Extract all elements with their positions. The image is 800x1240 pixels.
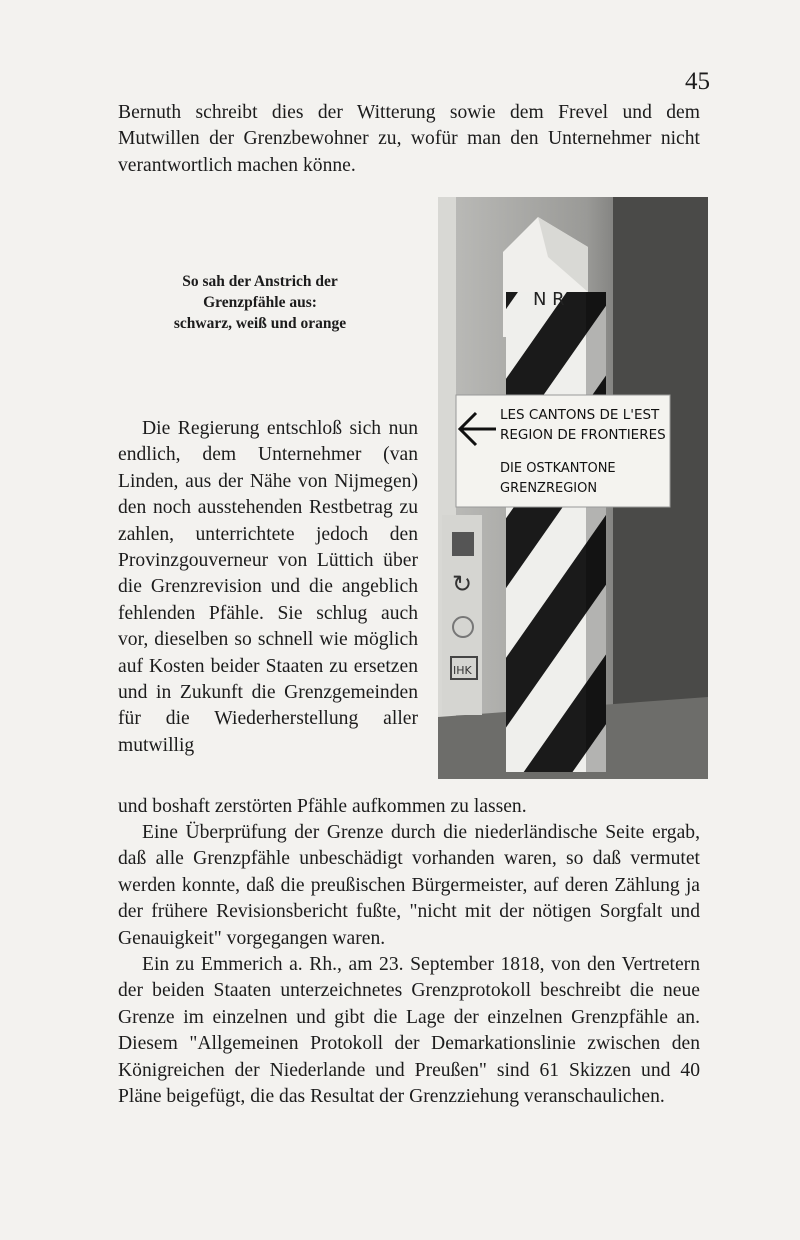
figure-caption — [140, 271, 380, 334]
intro-paragraph: Bernuth schreibt dies der Witterung sowie dem Frevel und dem Mutwillen der Grenzbewohner zu, wofür man den Unternehmer nicht verantwortlich machen könne. — [118, 102, 700, 176]
sign-line-3: DIE OSTKANTONE — [500, 461, 616, 476]
ihk-logo-text: IHK — [453, 664, 472, 677]
logo-1-icon — [452, 532, 474, 556]
paragraph-2: Eine Überprüfung der Grenze durch die niederländische Seite ergab, daß alle Grenzpfähle unbeschädigt vorhanden waren, so daß vermutet werden konnte, daß die preußischen Bürgermeister, auf deren Zählung ja der frühere Revisionsbericht fußte, "nicht mit der nötigen Sorgfalt und Genauigkeit" vorgegangen waren. — [118, 822, 700, 949]
pole-side-shade — [586, 292, 606, 772]
page-number: 45 — [685, 68, 710, 95]
sign-line-2: REGION DE FRONTIERES — [500, 427, 666, 443]
photo-illustration — [438, 197, 708, 779]
sign-line-1: LES CANTONS DE L'EST — [500, 407, 660, 423]
caption-line-2: Grenzpfähle aus: — [203, 294, 317, 311]
paragraph-3: Ein zu Emmerich a. Rh., am 23. September 1818, von den Vertretern der beiden Staaten unterzeichnetes Grenzprotokoll beschreibt die neue Grenze im einzelnen und gibt die Lage der einzelnen Grenzpfähle an. Diesem "Allgemeinen Protokoll der Demarkationslinie zwischen den Königreichen der Niederlande und Preußen" sind 61 Skizzen und 40 Pläne beigefügt, die das Resultat der Grenzziehung veranschaulichen. — [118, 954, 700, 1108]
paragraph-1-tail: und boshaft zerstörten Pfähle aufkommen zu lassen. — [118, 796, 527, 817]
paragraph-1-wrapped: Die Regierung entschloß sich nun endlich, dem Unternehmer (van Linden, aus der Nähe von Nijmegen) den noch ausstehenden Restbetrag zu zahlen, unterrichtete jedoch den Provinzgouverneur von Lüttich über die Grenzrevision und die angeblich fehlenden Pfähle. Sie schlug auch vor, dieselben so schnell wie möglich auf Kosten beider Staaten zu ersetzen und in Zukunft die Grenzgemeinden für die Wiederherstellung aller mutwillig — [118, 418, 418, 756]
caption-line-1: So sah der Anstrich der — [182, 273, 338, 290]
border-post-photo — [438, 197, 708, 779]
sign-line-4: GRENZREGION — [500, 481, 598, 496]
pole-letters: N R — [533, 289, 565, 310]
logo-2-icon: ↻ — [452, 570, 473, 598]
logo-strip — [442, 515, 482, 715]
caption-line-3: schwarz, weiß und orange — [173, 315, 347, 332]
